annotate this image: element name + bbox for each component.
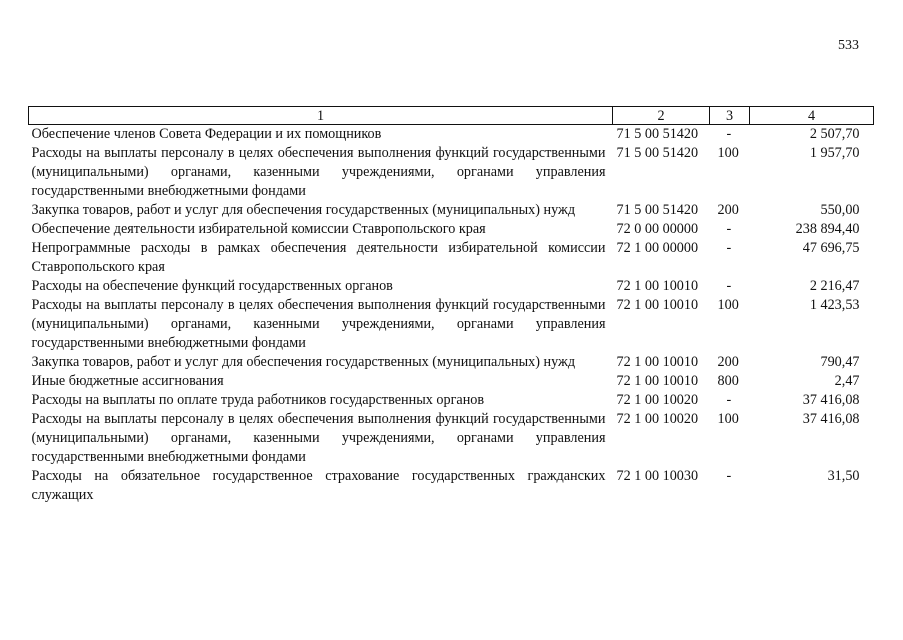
row-amount: 790,47 xyxy=(820,354,860,370)
table-body xyxy=(29,125,874,506)
row-amount: 238 894,40 xyxy=(795,221,860,237)
row-expense-type: 200 xyxy=(717,202,739,218)
row-expense-type: 100 xyxy=(717,411,739,427)
table-row xyxy=(29,296,874,353)
row-expense-type: - xyxy=(726,221,732,237)
row-code: 71 5 00 51420 xyxy=(616,126,699,142)
table-row xyxy=(29,125,874,145)
row-amount: 1 957,70 xyxy=(809,145,860,161)
row-description: Иные бюджетные ассигнования xyxy=(31,373,224,389)
table-row xyxy=(29,467,874,505)
row-expense-type: 100 xyxy=(717,297,739,313)
row-expense-type: 200 xyxy=(717,354,739,370)
row-amount: 2 216,47 xyxy=(809,278,860,294)
table-row xyxy=(29,144,874,201)
row-expense-type: - xyxy=(726,278,732,294)
page-number: 533 xyxy=(838,38,859,53)
row-amount: 1 423,53 xyxy=(809,297,860,313)
header-col-1: 1 xyxy=(29,107,613,125)
table-row xyxy=(29,220,874,239)
table-row xyxy=(29,372,874,391)
row-code: 72 1 00 10010 xyxy=(616,354,699,370)
row-expense-type: - xyxy=(726,468,732,484)
row-code: 72 1 00 10020 xyxy=(616,411,699,427)
row-description: Расходы на обеспечение функций государственных органов xyxy=(31,278,393,294)
budget-table xyxy=(28,106,874,505)
row-amount: 47 696,75 xyxy=(802,240,860,256)
row-code: 72 0 00 00000 xyxy=(616,221,699,237)
row-code: 71 5 00 51420 xyxy=(616,202,699,218)
header-col-2: 2 xyxy=(613,107,710,125)
row-description: Закупка товаров, работ и услуг для обеспечения государственных (муниципальных) нужд xyxy=(31,202,576,218)
row-code: 72 1 00 10010 xyxy=(616,373,699,389)
table-row xyxy=(29,239,874,277)
row-expense-type: 800 xyxy=(717,373,739,389)
table-row xyxy=(29,201,874,220)
row-code: 72 1 00 10020 xyxy=(616,392,699,408)
table-row xyxy=(29,277,874,296)
row-code: 72 1 00 00000 xyxy=(616,240,699,256)
row-description: Расходы на выплаты персоналу в целях обеспечения выполнения функций государственными (муниципальными) органами, казенными учреждениями, органами управления государственными внебюджетными фондами xyxy=(31,145,606,199)
table-row xyxy=(29,410,874,467)
row-expense-type: - xyxy=(726,126,732,142)
row-code: 72 1 00 10030 xyxy=(616,468,699,484)
header-col-4: 4 xyxy=(750,107,874,125)
row-amount: 37 416,08 xyxy=(802,411,860,427)
budget-table-container xyxy=(28,106,873,505)
row-description: Обеспечение деятельности избирательной комиссии Ставропольского края xyxy=(31,221,486,237)
row-expense-type: - xyxy=(726,392,732,408)
row-description: Расходы на выплаты персоналу в целях обеспечения выполнения функций государственными (муниципальными) органами, казенными учреждениями, органами управления государственными внебюджетными фондами xyxy=(31,411,606,465)
table-row xyxy=(29,391,874,410)
row-expense-type: - xyxy=(726,240,732,256)
row-code: 71 5 00 51420 xyxy=(616,145,699,161)
row-expense-type: 100 xyxy=(717,145,739,161)
row-description: Расходы на выплаты по оплате труда работников государственных органов xyxy=(31,392,485,408)
row-code: 72 1 00 10010 xyxy=(616,278,699,294)
row-description: Закупка товаров, работ и услуг для обеспечения государственных (муниципальных) нужд xyxy=(31,354,576,370)
table-row xyxy=(29,353,874,372)
row-amount: 37 416,08 xyxy=(802,392,860,408)
row-amount: 550,00 xyxy=(820,202,860,218)
row-code: 72 1 00 10010 xyxy=(616,297,699,313)
row-description: Обеспечение членов Совета Федерации и их помощников xyxy=(31,126,382,142)
row-amount: 2 507,70 xyxy=(809,126,860,142)
row-description: Расходы на обязательное государственное страхование государственных гражданских служащих xyxy=(31,468,606,503)
row-description: Непрограммные расходы в рамках обеспечения деятельности избирательной комиссии Ставропольского края xyxy=(31,240,606,275)
row-description: Расходы на выплаты персоналу в целях обеспечения выполнения функций государственными (муниципальными) органами, казенными учреждениями, органами управления государственными внебюджетными фондами xyxy=(31,297,606,351)
row-amount: 31,50 xyxy=(827,468,860,484)
header-col-3: 3 xyxy=(710,107,750,125)
row-amount: 2,47 xyxy=(834,373,860,389)
table-header xyxy=(29,107,874,125)
header-row xyxy=(29,107,874,125)
